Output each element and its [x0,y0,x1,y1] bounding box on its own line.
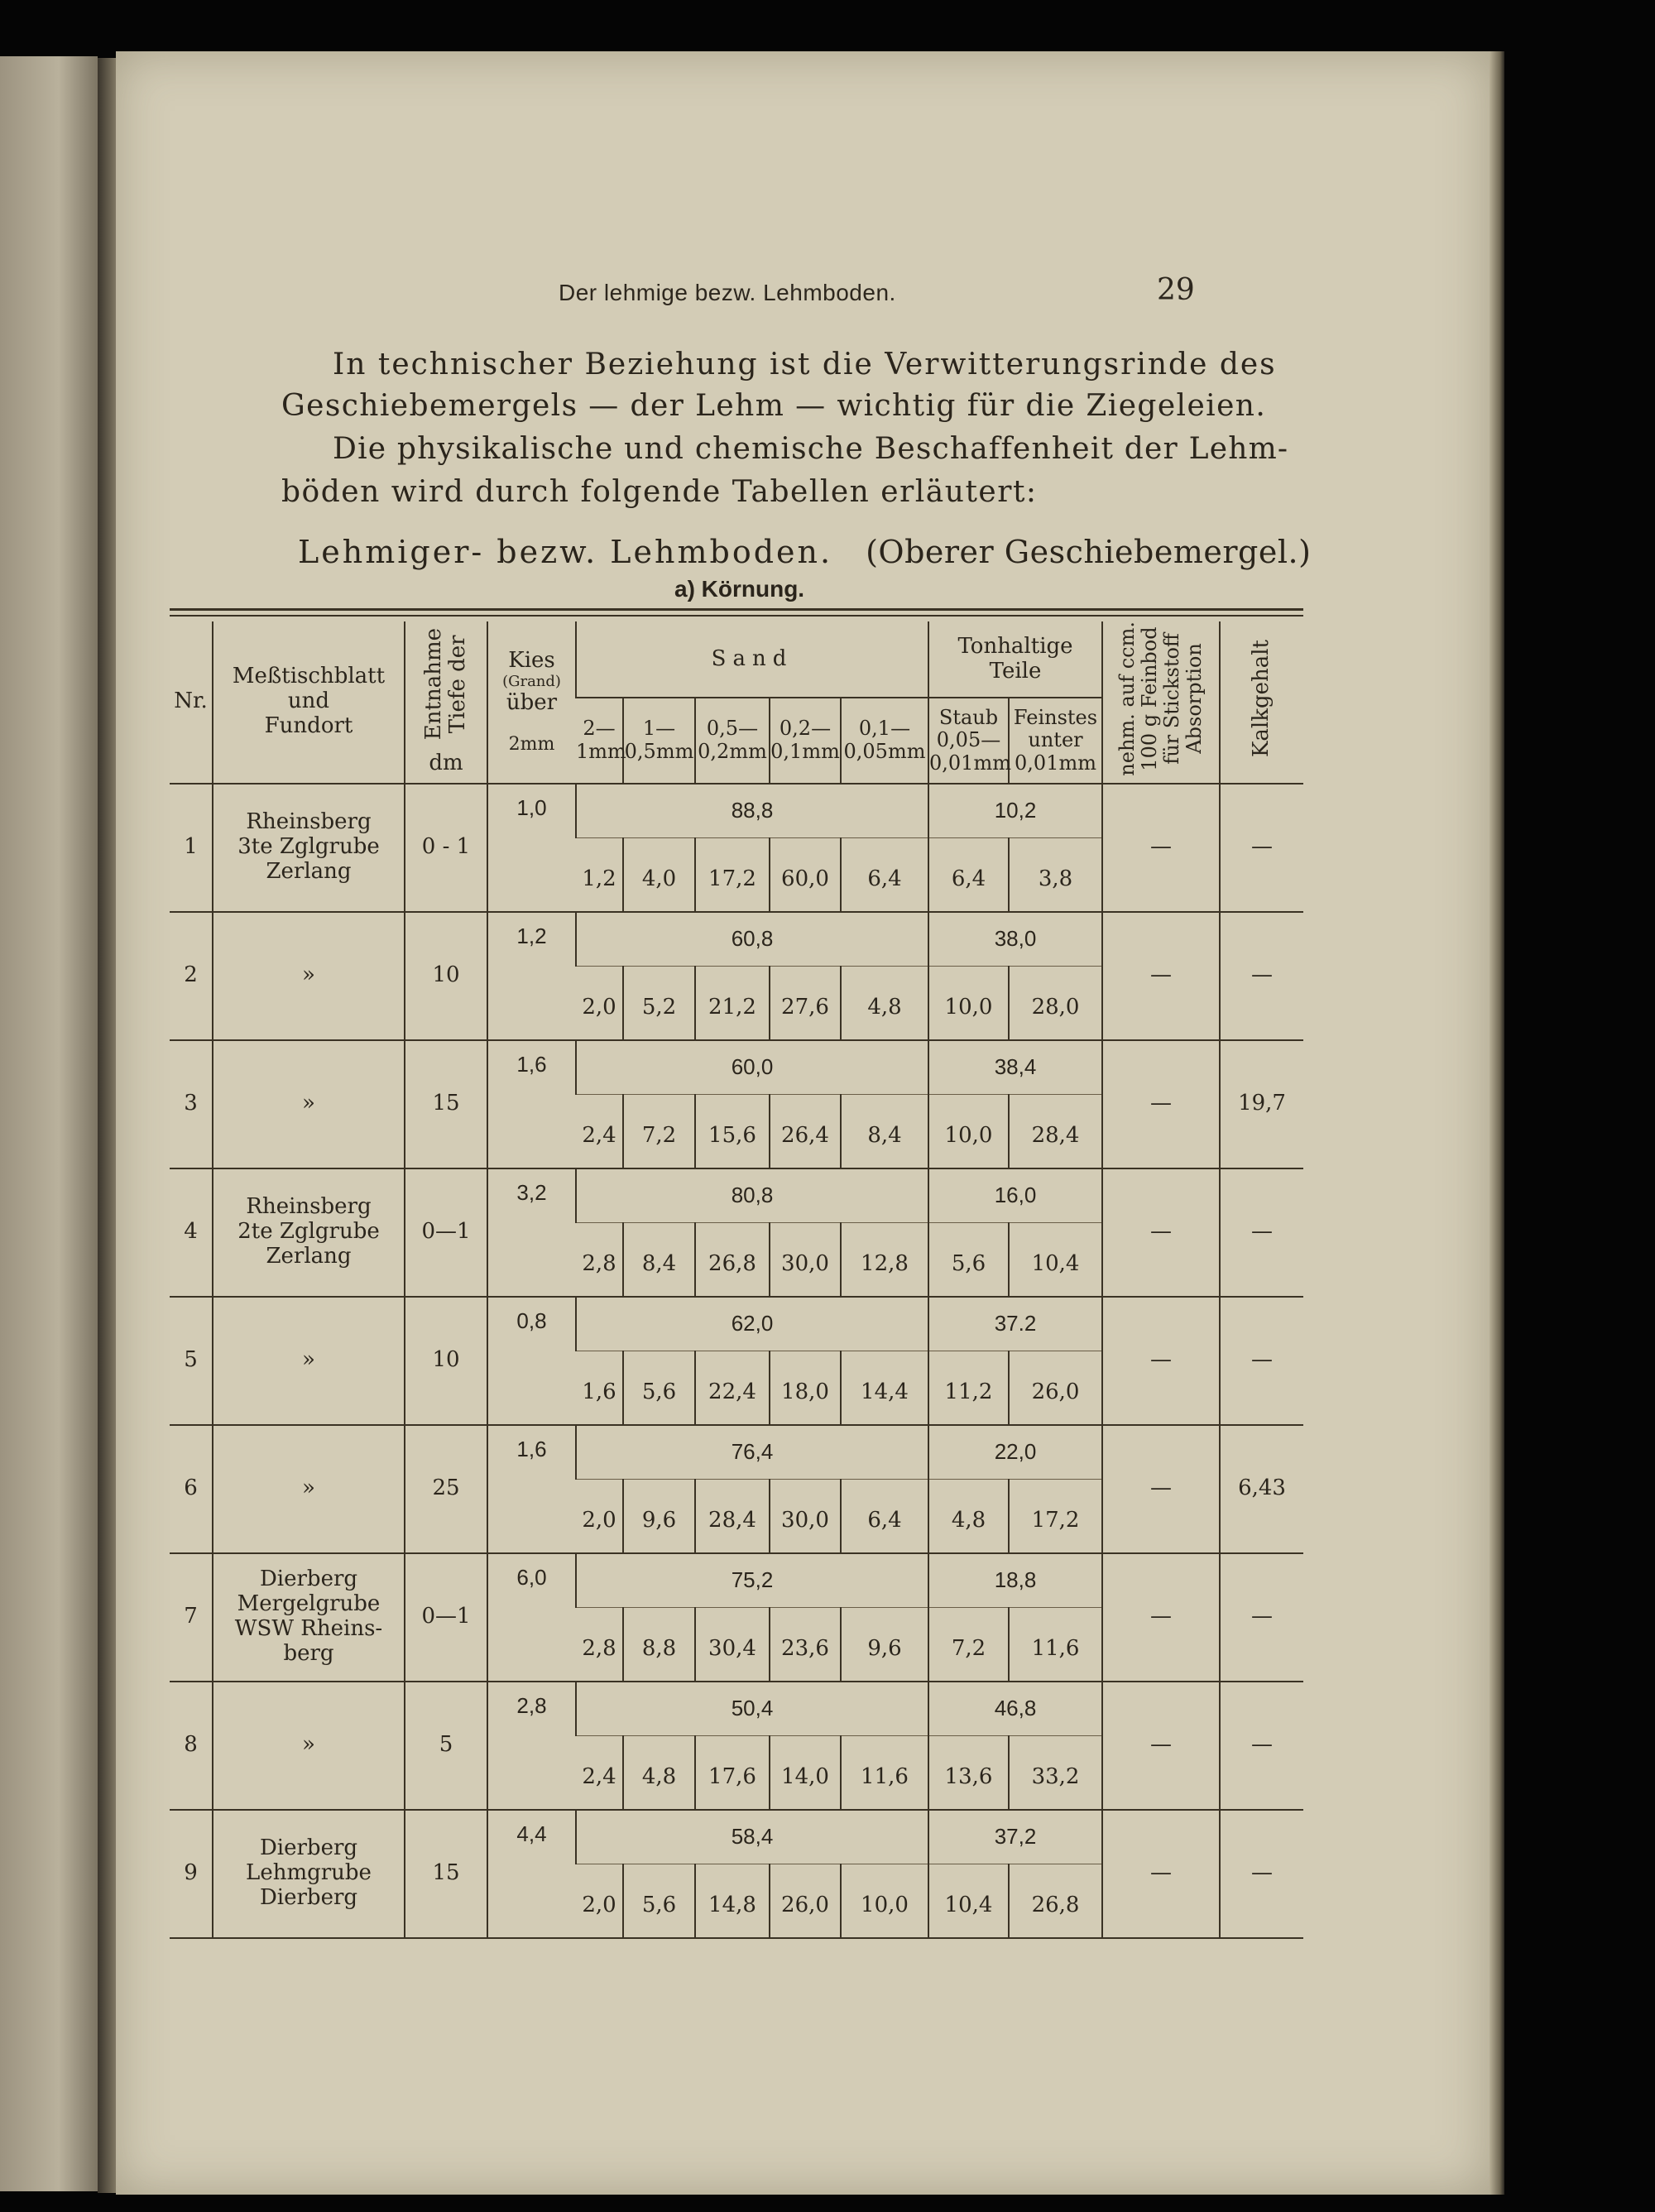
header-staub-line: 0,05— [936,728,1001,752]
cell-ton-total: 18,8 [928,1553,1102,1608]
header-absorption-line: nehm. auf ccm. [1115,621,1139,776]
cell-sand-fraction: 5,6 [623,1864,695,1938]
cell-fundort [213,1553,405,1682]
cell-kies: 3,2 [487,1168,576,1297]
cell-absorption: — [1102,1553,1220,1682]
cell-ton-total: 38,4 [928,1040,1102,1095]
cell-nr: 9 [184,1860,198,1886]
header-sand-col: 2— 1mm [576,698,623,783]
cell-sand-fraction: 14,4 [841,1351,928,1425]
cell-ton-total: 46,8 [928,1682,1102,1736]
grain-size-table [170,621,1303,1939]
fundort-line: 3te Zglgrube [237,834,380,860]
cell-staub: 5,6 [928,1222,1009,1297]
cell-kies: 1,6 [487,1425,576,1553]
page-edge-shadow [1490,51,1504,2195]
header-ton-line: Tonhaltige [957,633,1073,659]
cell-tiefe: 25 [405,1425,487,1553]
fundort-line: WSW Rheins- [234,1616,383,1642]
fundort-line: Zerlang [266,1244,352,1269]
cell-sand-fraction: 10,0 [841,1864,928,1938]
cell-sand-fraction: 26,0 [770,1864,841,1938]
cell-sand-fraction: 6,4 [841,1479,928,1553]
table-body [170,784,1303,1938]
cell-kalk: 19,7 [1220,1040,1303,1168]
header-fundort-line: und [287,689,330,714]
cell-sand-fraction: 30,0 [770,1222,841,1297]
cell-sand-fraction: 18,0 [770,1351,841,1425]
cell-sand-fraction: 60,0 [770,837,841,912]
cell-tiefe: 15 [405,1040,487,1168]
fundort-line: 2te Zglgrube [237,1219,380,1245]
cell-absorption: — [1102,784,1220,912]
cell-sand-total: 50,4 [576,1682,928,1736]
cell-sand-fraction: 14,8 [695,1864,770,1938]
running-head: Der lehmige bezw. Lehmboden. [559,280,896,305]
cell-ton-total: 37,2 [928,1810,1102,1864]
cell-nr: 8 [184,1732,198,1758]
cell-fundort [213,784,405,912]
cell-feinstes: 11,6 [1009,1607,1102,1682]
header-tiefe-line: Tiefe der [445,635,470,733]
cell-sand-total: 58,4 [576,1810,928,1864]
cell-tiefe: 5 [405,1682,487,1810]
cell-sand-fraction: 12,8 [841,1222,928,1297]
header-kies-line: (Grand) [502,673,561,691]
cell-nr: 4 [184,1219,198,1245]
table-row [170,1168,1303,1223]
cell-kalk: — [1220,1682,1303,1810]
cell-ton-total: 16,0 [928,1168,1102,1223]
cell-fundort [213,912,405,1040]
cell-sand-fraction: 2,4 [582,1122,616,1148]
header-kalk [1220,621,1303,784]
header-kies-line: 2mm [508,733,555,755]
fundort-line: » [302,962,315,988]
cell-kies: 4,4 [487,1810,576,1938]
header-absorption-line: 100 g Feinbod [1137,626,1161,771]
cell-sand-fraction: 5,6 [623,1351,695,1425]
cell-sand-fraction: 2,0 [582,1507,616,1533]
cell-ton-total: 37.2 [928,1297,1102,1351]
cell-sand-fraction: 4,8 [841,966,928,1040]
cell-sand-fraction: 2,4 [582,1763,616,1789]
cell-sand-fraction: 2,8 [582,1635,616,1661]
cell-kalk: — [1220,1553,1303,1682]
cell-feinstes: 28,0 [1009,966,1102,1040]
cell-feinstes: 3,8 [1009,837,1102,912]
cell-sand-fraction: 22,4 [695,1351,770,1425]
cell-sand-total: 62,0 [576,1297,928,1351]
cell-staub: 11,2 [928,1351,1009,1425]
cell-sand-fraction: 26,8 [695,1222,770,1297]
cell-sand-fraction: 17,6 [695,1735,770,1810]
cell-sand-fraction: 4,8 [623,1735,695,1810]
cell-sand-fraction: 28,4 [695,1479,770,1553]
paragraph-line: böden wird durch folgende Tabellen erläutert: [281,475,1038,509]
table-row [170,784,1303,838]
cell-fundort [213,1425,405,1553]
cell-tiefe: 0 - 1 [405,784,487,912]
fundort-line: » [302,1091,315,1116]
fundort-line: » [302,1475,315,1501]
cell-staub: 10,4 [928,1864,1009,1938]
paragraph-line: In technischer Beziehung ist die Verwitterungsrinde des [333,348,1277,381]
cell-sand-fraction: 17,2 [695,837,770,912]
cell-sand-fraction: 7,2 [623,1094,695,1168]
fundort-line: berg [283,1640,334,1666]
cell-sand-fraction: 2,0 [582,994,616,1020]
cell-fundort [213,1040,405,1168]
table-row [170,1553,1303,1608]
cell-absorption: — [1102,1168,1220,1297]
header-kalk-label: Kalkgehalt [1249,640,1274,758]
cell-sand-fraction: 2,8 [582,1250,616,1276]
fundort-line: » [302,1732,315,1758]
cell-feinstes: 17,2 [1009,1479,1102,1553]
cell-nr: 2 [184,962,198,988]
page-number: 29 [1157,273,1195,307]
cell-sand-fraction: 2,0 [582,1892,616,1917]
fundort-line: Dierberg [259,1835,358,1861]
cell-feinstes: 26,8 [1009,1864,1102,1938]
header-sand-col: 0,5— 0,2mm [695,698,770,783]
table-top-rule [170,608,1303,611]
header-sand-col: 0,2— 0,1mm [770,698,841,783]
table-row [170,1425,1303,1480]
cell-sand-fraction: 9,6 [841,1607,928,1682]
header-tiefe-unit: dm [429,750,463,775]
cell-tiefe: 0—1 [405,1553,487,1682]
cell-sand-fraction: 6,4 [841,837,928,912]
cell-sand-fraction: 5,2 [623,966,695,1040]
cell-ton-total: 10,2 [928,784,1102,838]
cell-ton-total: 38,0 [928,912,1102,967]
header-sand: Sand [576,621,928,698]
cell-sand-fraction: 1,2 [582,866,616,891]
cell-sand-fraction: 30,4 [695,1607,770,1682]
cell-nr: 7 [184,1604,198,1629]
cell-fundort [213,1682,405,1810]
table-row [170,1297,1303,1351]
cell-feinstes: 28,4 [1009,1094,1102,1168]
cell-sand-total: 88,8 [576,784,928,838]
cell-sand-total: 60,8 [576,912,928,967]
header-kies-line: Kies [508,648,555,674]
header-kies-line: über [506,689,558,715]
cell-kies: 2,8 [487,1682,576,1810]
table-row [170,1040,1303,1095]
cell-sand-total: 76,4 [576,1425,928,1480]
paragraph-line: Die physikalische und chemische Beschaffenheit der Lehm- [333,432,1289,466]
cell-absorption: — [1102,1810,1220,1938]
cell-absorption: — [1102,1425,1220,1553]
cell-absorption: — [1102,912,1220,1040]
cell-kies: 6,0 [487,1553,576,1682]
table-heading-right: (Oberer Geschiebemergel.) [866,534,1312,570]
header-staub-line: Staub [938,705,999,729]
cell-feinstes: 33,2 [1009,1735,1102,1810]
fundort-line: Dierberg [259,1567,358,1592]
cell-tiefe: 10 [405,912,487,1040]
table-row [170,1682,1303,1736]
cell-sand-fraction: 30,0 [770,1479,841,1553]
cell-kalk: 6,43 [1220,1425,1303,1553]
cell-sand-fraction: 8,8 [623,1607,695,1682]
table-top-rule-thin [170,615,1303,617]
cell-sand-fraction: 8,4 [841,1094,928,1168]
cell-tiefe: 0—1 [405,1168,487,1297]
fundort-line: Zerlang [266,859,352,885]
fundort-line: Mergelgrube [237,1591,381,1617]
cell-kies: 1,2 [487,912,576,1040]
cell-sand-fraction: 14,0 [770,1735,841,1810]
cell-absorption: — [1102,1682,1220,1810]
cell-sand-total: 80,8 [576,1168,928,1223]
header-absorption-line: für Stickstoff [1160,633,1184,765]
fundort-line: Rheinsberg [246,809,372,835]
cell-sand-fraction: 27,6 [770,966,841,1040]
header-kies [487,621,576,784]
header-ton-line: Teile [989,658,1042,684]
header-staub [928,698,1009,783]
header-tiefe-line: Entnahme [420,627,446,740]
cell-sand-fraction: 8,4 [623,1222,695,1297]
cell-sand-total: 75,2 [576,1553,928,1608]
cell-sand-fraction: 9,6 [623,1479,695,1553]
header-feinstes [1009,698,1102,783]
header-absorption-line: Absorption [1182,643,1206,755]
cell-tiefe: 15 [405,1810,487,1938]
cell-absorption: — [1102,1297,1220,1425]
cell-absorption: — [1102,1040,1220,1168]
cell-kalk: — [1220,912,1303,1040]
header-tiefe [405,621,487,784]
fundort-line: Lehmgrube [246,1860,372,1886]
cell-sand-fraction: 26,4 [770,1094,841,1168]
header-fundort-line: Meßtischblatt [232,664,386,689]
header-feinstes-line: 0,01mm [1015,751,1096,775]
cell-feinstes: 10,4 [1009,1222,1102,1297]
table-heading-left: Lehmiger- bezw. Lehmboden. [298,534,833,570]
cell-fundort [213,1810,405,1938]
fundort-line: » [302,1347,315,1373]
cell-staub: 7,2 [928,1607,1009,1682]
cell-feinstes: 26,0 [1009,1351,1102,1425]
cell-sand-total: 60,0 [576,1040,928,1095]
header-ton [928,621,1102,698]
cell-kies: 1,0 [487,784,576,912]
header-sand-col: 1— 0,5mm [623,698,695,783]
header-staub-line: 0,01mm [929,751,1011,775]
table-heading [298,534,1311,570]
table-row [170,1810,1303,1864]
header-sand-col: 0,1— 0,05mm [841,698,928,783]
header-feinstes-line: Feinstes [1013,705,1098,729]
cell-staub: 4,8 [928,1479,1009,1553]
header-feinstes-line: unter [1028,728,1083,752]
cell-kies: 1,6 [487,1040,576,1168]
cell-sand-fraction: 4,0 [623,837,695,912]
fundort-line: Rheinsberg [246,1194,372,1220]
cell-nr: 5 [184,1347,198,1373]
table-subheading: a) Körnung. [674,576,805,602]
cell-kalk: — [1220,784,1303,912]
cell-nr: 6 [184,1475,198,1501]
cell-nr: 3 [184,1091,198,1116]
header-nr: Nr. [170,621,213,784]
cell-sand-fraction: 1,6 [582,1379,616,1404]
cell-staub: 10,0 [928,1094,1009,1168]
cell-staub: 10,0 [928,966,1009,1040]
cell-kalk: — [1220,1810,1303,1938]
fundort-line: Dierberg [259,1885,358,1911]
facing-page-edge [0,56,98,2191]
cell-tiefe: 10 [405,1297,487,1425]
cell-fundort [213,1168,405,1297]
header-fundort [213,621,405,784]
cell-staub: 6,4 [928,837,1009,912]
cell-kalk: — [1220,1168,1303,1297]
paragraph-line: Geschiebemergels — der Lehm — wichtig für die Ziegeleien. [281,389,1267,423]
cell-kalk: — [1220,1297,1303,1425]
header-absorption [1102,621,1220,784]
cell-sand-fraction: 21,2 [695,966,770,1040]
cell-sand-fraction: 11,6 [841,1735,928,1810]
cell-kies: 0,8 [487,1297,576,1425]
cell-sand-fraction: 15,6 [695,1094,770,1168]
cell-ton-total: 22,0 [928,1425,1102,1480]
header-fundort-line: Fundort [264,713,353,739]
cell-sand-fraction: 23,6 [770,1607,841,1682]
table-row [170,912,1303,967]
cell-nr: 1 [184,834,198,860]
cell-staub: 13,6 [928,1735,1009,1810]
cell-fundort [213,1297,405,1425]
